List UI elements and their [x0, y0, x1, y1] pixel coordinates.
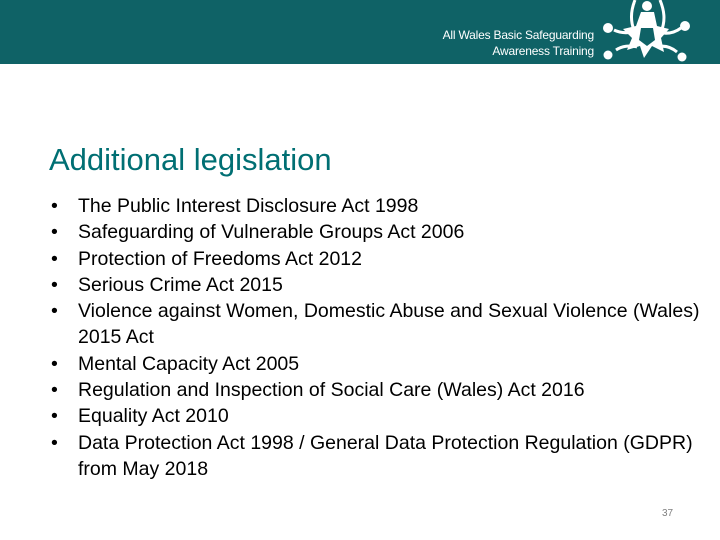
- list-item: [51, 246, 716, 272]
- list-item-text: Violence against Women, Domestic Abuse and Sexual Violence (Wales) 2015 Act: [78, 300, 700, 349]
- page-number: 37: [662, 508, 674, 519]
- list-item-text: Protection of Freedoms Act 2012: [78, 247, 362, 270]
- brand-line-1: All Wales Basic Safeguarding: [442, 28, 594, 42]
- list-item-text: Equality Act 2010: [78, 405, 229, 428]
- bullet-icon: •: [51, 431, 58, 454]
- list-item: [51, 430, 716, 483]
- bullet-icon: •: [51, 379, 58, 402]
- list-item: [51, 298, 716, 351]
- bullet-icon: •: [51, 300, 58, 323]
- list-item: [51, 403, 716, 429]
- bullet-icon: •: [51, 273, 58, 296]
- list-item: [51, 193, 716, 219]
- brand-name: [443, 27, 594, 59]
- header-bar: [0, 0, 720, 64]
- legislation-list: [51, 193, 716, 482]
- list-item: [51, 377, 716, 403]
- list-item: [51, 272, 716, 298]
- list-item-text: Mental Capacity Act 2005: [78, 352, 300, 375]
- list-item-text: Data Protection Act 1998 / General Data Protection Regulation (GDPR) from May 2018: [78, 431, 693, 480]
- bullet-icon: •: [51, 247, 58, 270]
- star-people-logo-icon: [594, 0, 690, 64]
- brand-line-2: Awareness Training: [492, 44, 594, 58]
- list-item: [51, 351, 716, 377]
- bullet-icon: •: [51, 352, 58, 375]
- list-item-text: The Public Interest Disclosure Act 1998: [78, 195, 419, 217]
- slide-title: Additional legislation: [49, 142, 332, 177]
- list-item-text: Regulation and Inspection of Social Care (Wales) Act 2016: [78, 379, 585, 402]
- bullet-icon: •: [51, 405, 58, 428]
- list-item-text: Serious Crime Act 2015: [78, 273, 283, 296]
- list-item-text: Safeguarding of Vulnerable Groups Act 2006: [78, 221, 465, 244]
- bullet-icon: •: [51, 195, 58, 217]
- list-item: [51, 219, 716, 245]
- bullet-icon: •: [51, 221, 58, 244]
